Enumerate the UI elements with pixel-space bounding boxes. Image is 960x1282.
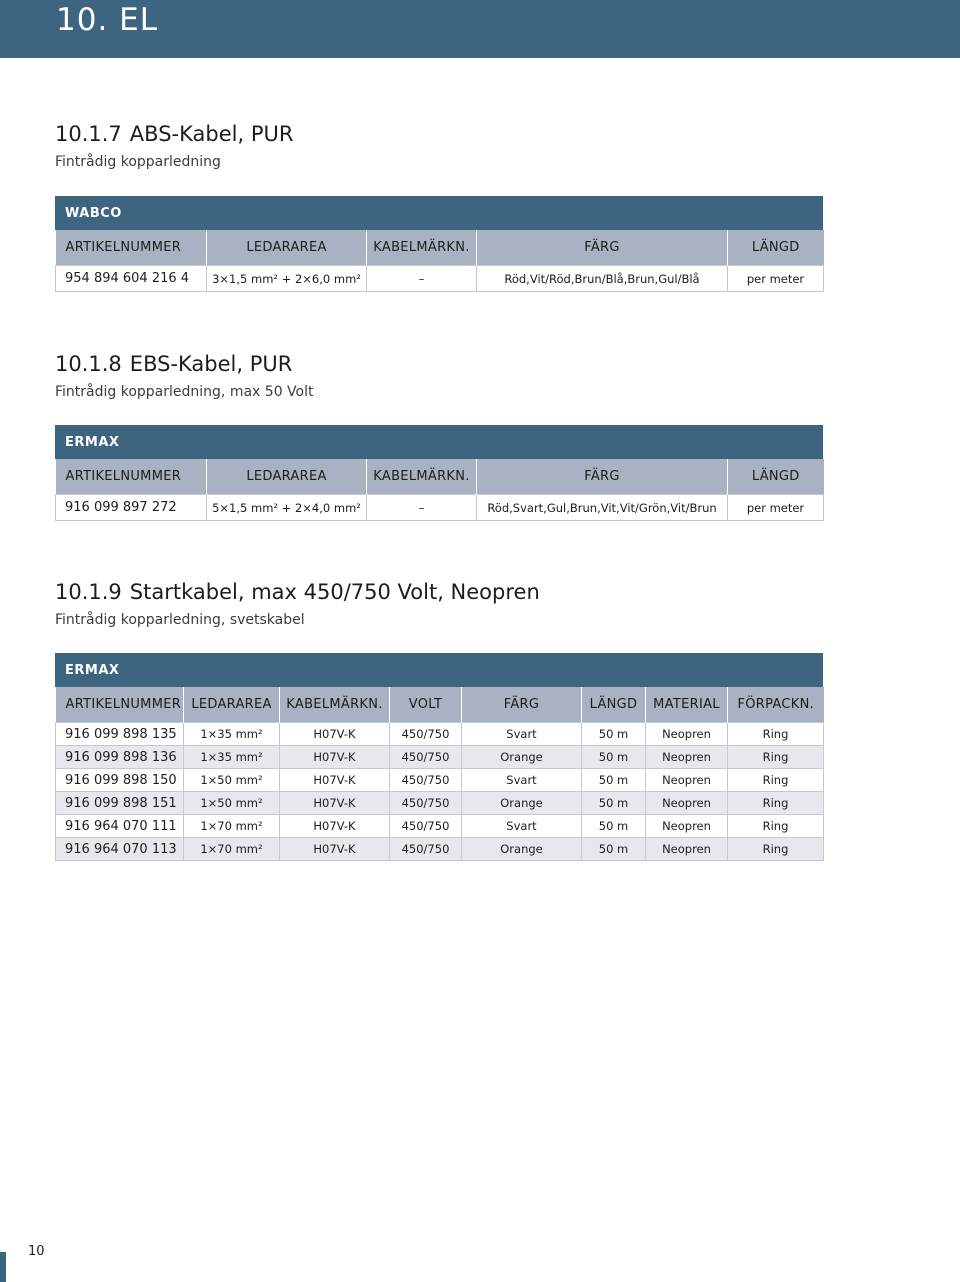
section-number: 10.1.8: [55, 352, 122, 376]
table-row: [56, 495, 824, 521]
section-title-text: EBS-Kabel, PUR: [129, 352, 293, 376]
table-cell: 1×50 mm²: [184, 792, 280, 815]
table-cell: Neopren: [646, 746, 728, 769]
table-cell: H07V-K: [280, 815, 390, 838]
table-cell: Neopren: [646, 769, 728, 792]
table-cell: 450/750: [390, 815, 462, 838]
page-number: 10: [28, 1244, 45, 1259]
brand-bar: ERMAX: [55, 425, 823, 459]
table-cell: Röd,Vit/Röd,Brun/Blå,Brun,Gul/Blå: [477, 266, 728, 292]
table-cell: 1×50 mm²: [184, 769, 280, 792]
table-cell: Neopren: [646, 838, 728, 861]
product-table: [55, 687, 824, 861]
table-cell: 450/750: [390, 723, 462, 746]
section-ebs-kabel: [55, 350, 823, 515]
table-cell: 50 m: [582, 769, 646, 792]
section-startkabel: [55, 578, 823, 857]
section-number: 10.1.7: [55, 122, 122, 146]
column-header: VOLT: [390, 687, 462, 723]
table-row: [56, 723, 824, 746]
table-cell: 450/750: [390, 792, 462, 815]
table-cell: 1×35 mm²: [184, 723, 280, 746]
table-row: [56, 815, 824, 838]
table-cell: Ring: [728, 769, 824, 792]
column-header: KABELMÄRKN.: [280, 687, 390, 723]
table-cell: Ring: [728, 815, 824, 838]
column-header: ARTIKELNUMMER: [56, 459, 207, 495]
article-number-cell: 954 894 604 216 4: [56, 266, 207, 292]
section-title: [55, 120, 823, 148]
table-cell: H07V-K: [280, 838, 390, 861]
section-title-text: ABS-Kabel, PUR: [129, 122, 294, 146]
section-abs-kabel: [55, 120, 823, 286]
chapter-title: 10. EL: [56, 2, 159, 38]
table-row: [56, 746, 824, 769]
table-cell: 50 m: [582, 792, 646, 815]
section-subtitle: Fintrådig kopparledning, svetskabel: [55, 612, 305, 628]
table-cell: Svart: [462, 769, 582, 792]
table-cell: Orange: [462, 792, 582, 815]
brand-bar: ERMAX: [55, 653, 823, 687]
section-title: [55, 350, 823, 378]
table-cell: 3×1,5 mm² + 2×6,0 mm²: [207, 266, 367, 292]
table-cell: Neopren: [646, 792, 728, 815]
table-cell: Ring: [728, 838, 824, 861]
table-cell: Ring: [728, 723, 824, 746]
table-cell: 50 m: [582, 815, 646, 838]
table-row: [56, 769, 824, 792]
section-subtitle: Fintrådig kopparledning, max 50 Volt: [55, 384, 314, 400]
column-header: FÄRG: [462, 687, 582, 723]
table-cell: –: [367, 266, 477, 292]
table-cell: per meter: [728, 495, 824, 521]
table-cell: 450/750: [390, 746, 462, 769]
column-header: FÄRG: [477, 230, 728, 266]
table-row: [56, 838, 824, 861]
article-number-cell: 916 099 898 135: [56, 723, 184, 746]
table-cell: H07V-K: [280, 792, 390, 815]
section-title: [55, 578, 823, 606]
table-cell: H07V-K: [280, 769, 390, 792]
table-cell: Ring: [728, 746, 824, 769]
column-header: LÄNGD: [582, 687, 646, 723]
table-cell: 50 m: [582, 838, 646, 861]
article-number-cell: 916 099 898 150: [56, 769, 184, 792]
table-cell: 1×35 mm²: [184, 746, 280, 769]
table-cell: 450/750: [390, 838, 462, 861]
table-cell: –: [367, 495, 477, 521]
section-title-text: Startkabel, max 450/750 Volt, Neopren: [129, 580, 540, 604]
table-cell: Svart: [462, 815, 582, 838]
table-cell: H07V-K: [280, 723, 390, 746]
column-header: MATERIAL: [646, 687, 728, 723]
column-header: LEDARAREA: [184, 687, 280, 723]
page-edge-bar: [0, 1252, 6, 1282]
article-number-cell: 916 099 898 136: [56, 746, 184, 769]
table-row: [56, 792, 824, 815]
table-cell: 1×70 mm²: [184, 838, 280, 861]
column-header: FÄRG: [477, 459, 728, 495]
product-table: [55, 459, 824, 521]
table-header-row: [56, 230, 824, 266]
table-cell: 50 m: [582, 746, 646, 769]
article-number-cell: 916 099 897 272: [56, 495, 207, 521]
table-header-row: [56, 459, 824, 495]
column-header: ARTIKELNUMMER: [56, 687, 184, 723]
column-header: LEDARAREA: [207, 230, 367, 266]
table-cell: 5×1,5 mm² + 2×4,0 mm²: [207, 495, 367, 521]
column-header: FÖRPACKN.: [728, 687, 824, 723]
table-cell: Neopren: [646, 815, 728, 838]
article-number-cell: 916 964 070 113: [56, 838, 184, 861]
section-number: 10.1.9: [55, 580, 122, 604]
column-header: LEDARAREA: [207, 459, 367, 495]
article-number-cell: 916 099 898 151: [56, 792, 184, 815]
table-cell: 450/750: [390, 769, 462, 792]
table-cell: Ring: [728, 792, 824, 815]
table-cell: Röd,Svart,Gul,Brun,Vit,Vit/Grön,Vit/Brun: [477, 495, 728, 521]
column-header: LÄNGD: [728, 459, 824, 495]
table-row: [56, 266, 824, 292]
table-cell: Svart: [462, 723, 582, 746]
table-cell: 1×70 mm²: [184, 815, 280, 838]
column-header: ARTIKELNUMMER: [56, 230, 207, 266]
column-header: LÄNGD: [728, 230, 824, 266]
table-cell: per meter: [728, 266, 824, 292]
table-cell: 50 m: [582, 723, 646, 746]
product-table: [55, 230, 824, 292]
table-header-row: [56, 687, 824, 723]
column-header: KABELMÄRKN.: [367, 230, 477, 266]
table-cell: H07V-K: [280, 746, 390, 769]
brand-bar: WABCO: [55, 196, 823, 230]
table-cell: Orange: [462, 746, 582, 769]
article-number-cell: 916 964 070 111: [56, 815, 184, 838]
section-subtitle: Fintrådig kopparledning: [55, 154, 221, 170]
table-cell: Neopren: [646, 723, 728, 746]
column-header: KABELMÄRKN.: [367, 459, 477, 495]
chapter-header-bar: [0, 0, 960, 58]
table-cell: Orange: [462, 838, 582, 861]
